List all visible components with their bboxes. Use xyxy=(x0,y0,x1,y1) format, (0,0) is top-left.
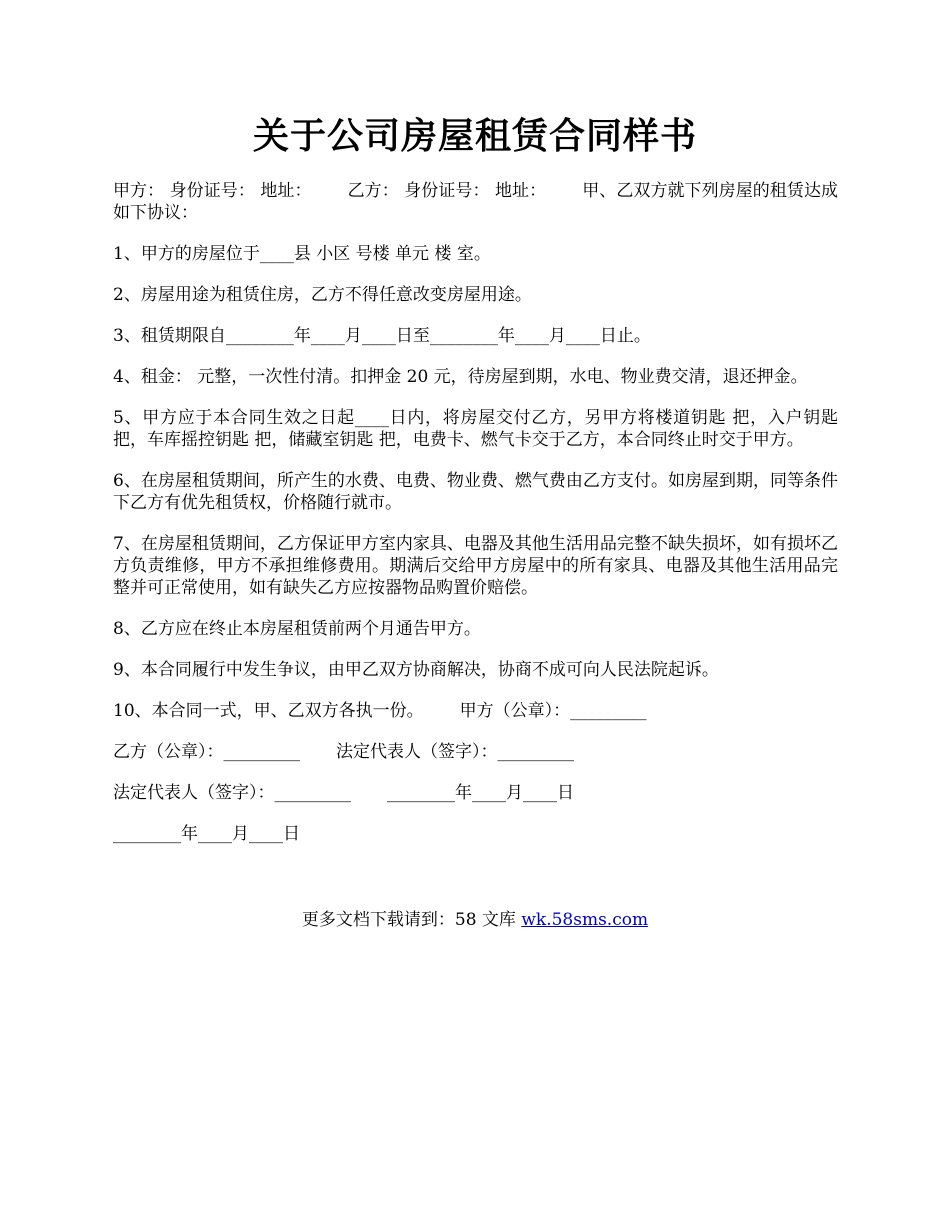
clause-7: 7、在房屋租赁期间，乙方保证甲方室内家具、电器及其他生活用品完整不缺失损坏，如有损坏乙方负责维修，甲方不承担维修费用。期满后交给甲方房屋中的所有家具、电器及其他生活用品完整并可正常使用，如有缺失乙方应按器物品购置价赔偿。 xyxy=(113,534,838,598)
clause-9: 9、本合同履行中发生争议，由甲乙双方协商解决，协商不成可向人民法院起诉。 xyxy=(113,660,719,680)
date-2: ________年____月____日 xyxy=(113,824,300,844)
date-1: ________年____月____日 xyxy=(387,783,574,803)
clause-2: 2、房屋用途为租赁住房，乙方不得任意改变房屋用途。 xyxy=(113,285,532,305)
clause-10: 10、本合同一式，甲、乙双方各执一份。 xyxy=(113,701,424,721)
signature-line-2 xyxy=(113,782,838,804)
clause-8: 8、乙方应在终止本房屋租赁前两个月通告甲方。 xyxy=(113,619,481,639)
footer-text: 更多文档下载请到：58 文库 xyxy=(301,910,516,930)
document-title: 关于公司房屋租赁合同样书 xyxy=(252,115,697,157)
clause-5: 5、甲方应于本合同生效之日起____日内，将房屋交付乙方，另甲方将楼道钥匙 把，入户钥匙 把，车库摇控钥匙 把，储藏室钥匙 把，电费卡、燃气卡交于乙方，本合同终止时交于甲方。 xyxy=(113,408,838,450)
party-b-seal: 乙方（公章）：_________ xyxy=(113,742,300,762)
intro-paragraph xyxy=(113,180,838,224)
party-a-info: 甲方： 身份证号： 地址： xyxy=(113,181,312,201)
clause-4: 4、租金： 元整，一次性付清。扣押金 20 元，待房屋到期，水电、物业费交清，退还押金。 xyxy=(113,367,808,387)
footer-link[interactable]: wk.58sms.com xyxy=(521,910,649,930)
party-a-seal: 甲方（公章）：_________ xyxy=(459,701,647,721)
footer xyxy=(0,909,950,931)
legal-rep-1: 法定代表人（签字）：_________ xyxy=(336,742,574,762)
party-b-info: 乙方： 身份证号： 地址： xyxy=(347,181,547,201)
signature-line-1 xyxy=(113,741,838,763)
clause-6: 6、在房屋租赁期间，所产生的水费、电费、物业费、燃气费由乙方支付。如房屋到期，同等条件下乙方有优先租赁权，价格随行就市。 xyxy=(113,471,838,513)
signature-line-3 xyxy=(113,823,838,845)
clause-10-line xyxy=(113,700,838,722)
clause-1: 1、甲方的房屋位于____县 小区 号楼 单元 楼 室。 xyxy=(113,244,491,264)
clause-3: 3、租赁期限自________年____月____日至________年____月____日止。 xyxy=(113,326,651,346)
document-body xyxy=(113,180,838,864)
legal-rep-2: 法定代表人（签字）：_________ xyxy=(113,783,351,803)
agreement-text: 甲、乙双方就下列房屋的租赁达成如下协议： xyxy=(113,181,839,223)
